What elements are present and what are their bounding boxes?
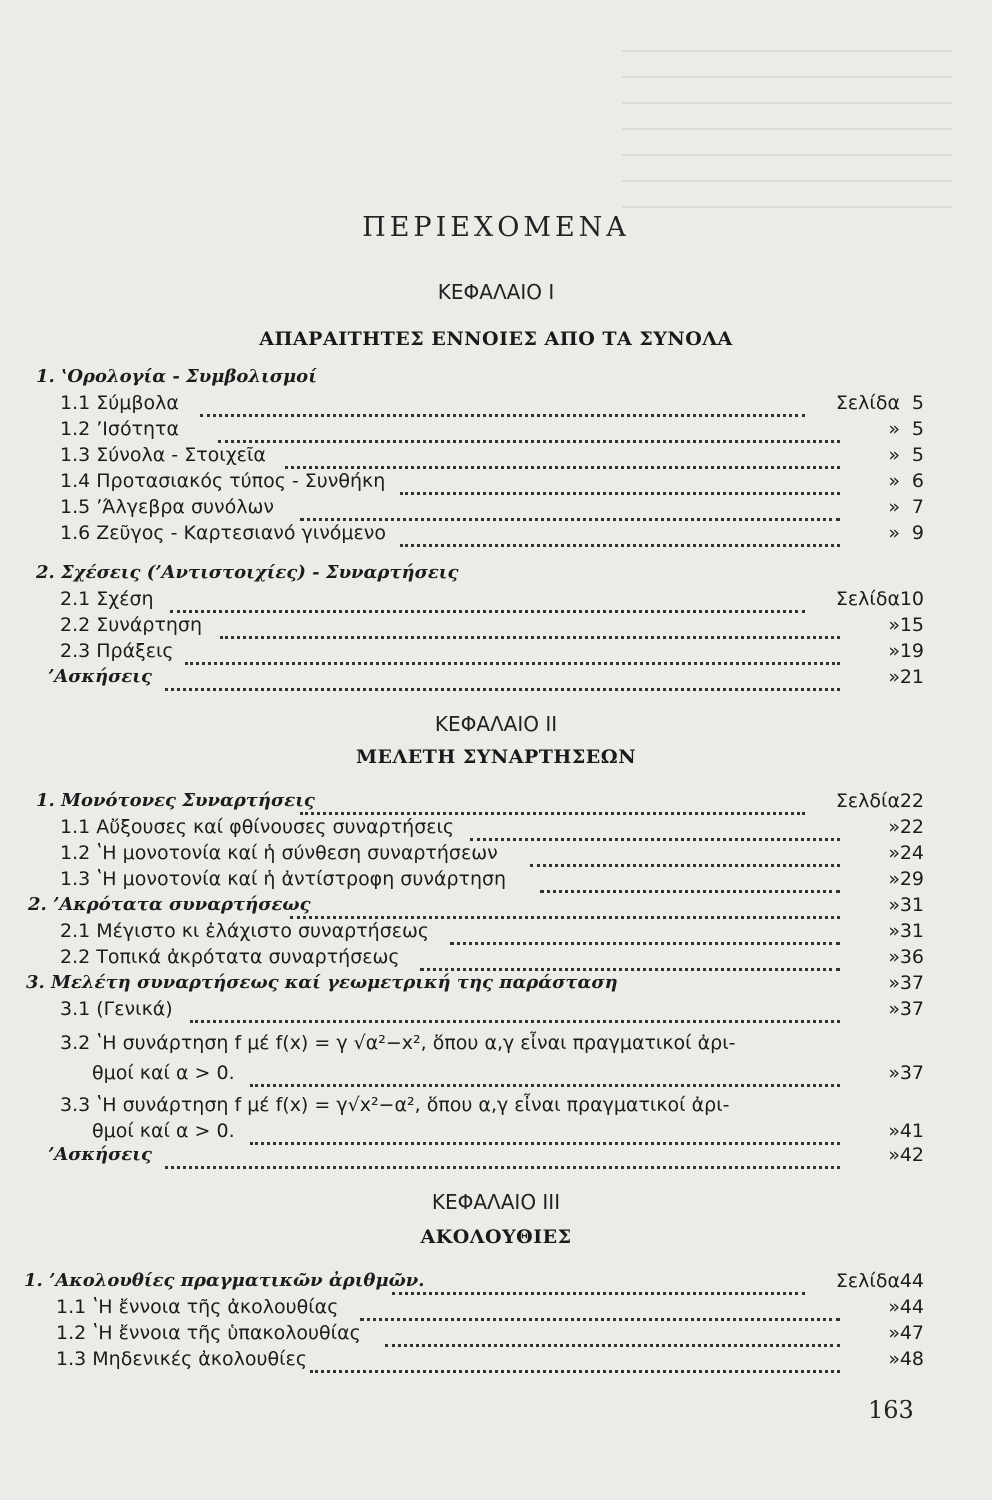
chapter-2-label: ΚΕΦΑΛΑΙΟ II: [434, 712, 558, 736]
toc-entry: 2. Σχέσεις (ʼΑντιστοιχίες) - Συναρτήσεις: [36, 562, 459, 583]
toc-entry: 1.6 Ζεῦγος - Καρτεσιανό γινόμενο » 9: [0, 520, 992, 546]
bleed-through-text: [622, 50, 952, 230]
chapter-1-title: ΑΠΑΡΑΙΤΗΤΕΣ ΕΝΝΟΙΕΣ ΑΠΟ ΤΑ ΣΥΝΟΛΑ: [259, 328, 733, 350]
toc-entry: 1. ʼΑκολουθίες πραγματικῶν ἀριθμῶν. Σελίδα 44: [0, 1268, 992, 1294]
toc-entry: 1.2 ʽΗ μονοτονία καί ἡ σύνθεση συναρτήσεων » 24: [0, 840, 992, 866]
chapter-1-label: ΚΕΦΑΛΑΙΟ I: [437, 280, 555, 304]
toc-entry: 2.2 Συνάρτηση » 15: [0, 612, 992, 638]
toc-entry: 1.1 Σύμβολα Σελίδα 5: [0, 390, 992, 416]
toc-entry: ʼΑσκήσεις » 21: [0, 664, 992, 690]
toc-entry: 1.2 ʼΙσότητα » 5: [0, 416, 992, 442]
chapter-3-title: ΑΚΟΛΟΥΘΙΕΣ: [420, 1226, 572, 1248]
toc-entry: 1.5 ʼΆλγεβρα συνόλων » 7: [0, 494, 992, 520]
toc-entry: 3.2 ʽΗ συνάρτηση f μέ f(x) = γ √α²−x², ὅπου α,γ εἶναι πραγματικοί ἀρι-: [60, 1032, 736, 1054]
toc-entry: 1. ʽΟρολογία - Συμβολισμοί: [36, 366, 317, 387]
toc-entry: 1.3 Σύνολα - Στοιχεῖα » 5: [0, 442, 992, 468]
page-title: ΠΕΡΙΕΧΟΜΕΝΑ: [362, 212, 630, 243]
toc-entry: 2.3 Πράξεις » 19: [0, 638, 992, 664]
toc-entry: 1.3 ʽΗ μονοτονία καί ἡ ἀντίστροφη συνάρτηση » 29: [0, 866, 992, 892]
toc-entry: ʼΑσκήσεις » 42: [0, 1142, 992, 1168]
toc-entry: 3. Μελέτη συναρτήσεως καί γεωμετρική της παράσταση » 37: [26, 972, 924, 994]
chapter-2-title: ΜΕΛΕΤΗ ΣΥΝΑΡΤΗΣΕΩΝ: [355, 746, 637, 768]
toc-entry: 1.3 Μηδενικές ἀκολουθίες » 48: [0, 1346, 992, 1372]
toc-entry: θμοί καί α > 0. » 37: [0, 1060, 992, 1086]
toc-entry: 2.1 Σχέση Σελίδα 10: [0, 586, 992, 612]
toc-entry: 2.2 Τοπικά ἀκρότατα συναρτήσεως » 36: [0, 944, 992, 970]
chapter-3-label: ΚΕΦΑΛΑΙΟ III: [431, 1190, 561, 1214]
toc-entry: 1. Μονότονες Συναρτήσεις Σελδία 22: [0, 788, 992, 814]
toc-entry: 2. ʼΑκρότατα συναρτήσεως » 31: [0, 892, 992, 918]
toc-entry: 1.1 ʽΗ ἔννοια τῆς ἀκολουθίας » 44: [0, 1294, 992, 1320]
toc-entry: 3.1 (Γενικά) » 37: [0, 996, 992, 1022]
toc-entry: 1.2 ʽΗ ἔννοια τῆς ὑπακολουθίας » 47: [0, 1320, 992, 1346]
page-number: 163: [868, 1396, 914, 1424]
toc-entry: θμοί καί α > 0. » 41: [0, 1118, 992, 1144]
toc-entry: 2.1 Μέγιστο κι ἐλάχιστο συναρτήσεως » 31: [0, 918, 992, 944]
toc-entry: 1.1 Αὔξουσες καί φθίνουσες συναρτήσεις » 22: [0, 814, 992, 840]
toc-entry: 3.3 ʽΗ συνάρτηση f μέ f(x) = γ√x²−α², ὅπου α,γ εἶναι πραγματικοί ἀρι-: [60, 1094, 730, 1116]
toc-entry: 1.4 Προτασιακός τύπος - Συνθήκη » 6: [0, 468, 992, 494]
